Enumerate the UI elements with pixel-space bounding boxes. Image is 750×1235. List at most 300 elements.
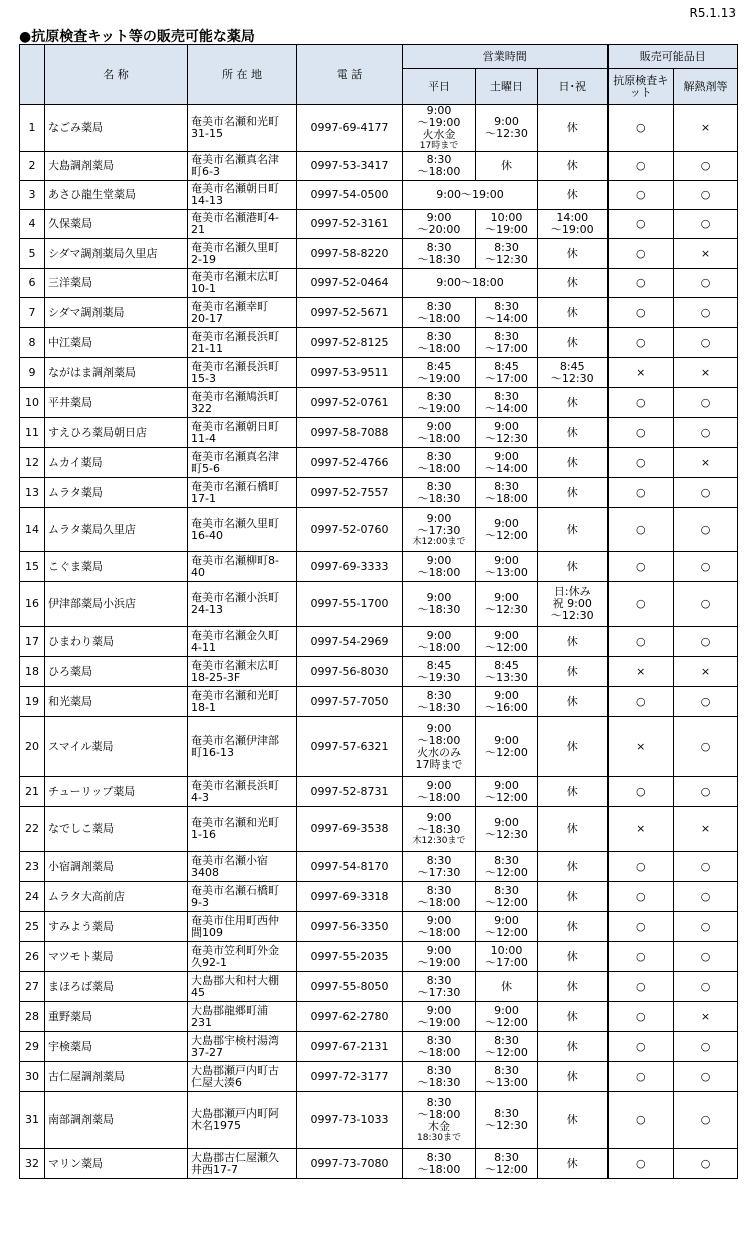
pharmacy-phone: 0997-54-8170 — [297, 852, 403, 882]
cell-line: 休 — [566, 559, 578, 573]
antipyretic-availability: ○ — [674, 508, 738, 552]
pharmacy-name: チューリップ薬局 — [45, 777, 188, 807]
antipyretic-availability: ○ — [674, 1149, 738, 1179]
cell-line: 大島郡古仁屋瀬久 — [191, 1150, 279, 1164]
antigen-kit-availability: ○ — [608, 687, 674, 717]
cell-line: 4-3 — [191, 790, 209, 804]
pharmacy-name: スマイル薬局 — [45, 717, 188, 777]
cell-line: 8:45 — [426, 658, 452, 672]
hours-weekday — [403, 852, 476, 882]
cell-line: 8:45 — [494, 658, 519, 672]
hours-sunday — [538, 912, 608, 942]
cell-line: 9:00 — [426, 628, 452, 642]
pharmacy-address — [188, 358, 297, 388]
antipyretic-availability: ○ — [674, 181, 738, 210]
cell-line: 休 — [566, 979, 578, 993]
page-title: ●抗原検査キット等の販売可能な薬局 — [19, 29, 255, 45]
table-row — [20, 852, 738, 882]
cell-line: ～18:00 — [417, 165, 461, 178]
pharmacy-name: まほろば薬局 — [45, 972, 188, 1002]
cell-line: ～16:00 — [485, 700, 528, 714]
cell-line: 8:30 — [426, 240, 452, 254]
table-row — [20, 508, 738, 552]
pharmacy-phone: 0997-52-8731 — [297, 777, 403, 807]
antipyretic-availability: ○ — [674, 552, 738, 582]
header-items: 販売可能品目 — [608, 45, 738, 69]
cell-line: 奄美市名瀬真名津 — [191, 153, 279, 166]
pharmacy-address — [188, 552, 297, 582]
pharmacy-address — [188, 777, 297, 807]
pharmacy-address — [188, 239, 297, 269]
hours-sunday — [538, 152, 608, 181]
table-body — [20, 105, 738, 1179]
antipyretic-availability: ○ — [674, 687, 738, 717]
pharmacy-name: あさひ龍生堂薬局 — [45, 181, 188, 210]
pharmacy-address — [188, 298, 297, 328]
antipyretic-availability: ○ — [674, 388, 738, 418]
cell-line: 休 — [566, 1069, 578, 1083]
pharmacy-name: 宇検薬局 — [45, 1032, 188, 1062]
antipyretic-availability: ○ — [674, 882, 738, 912]
hours-weekday — [403, 1092, 476, 1149]
pharmacy-address — [188, 508, 297, 552]
antigen-kit-availability: ○ — [608, 181, 674, 210]
table-row — [20, 239, 738, 269]
cell-line: 15-3 — [191, 371, 216, 385]
hours-saturday — [476, 942, 538, 972]
cell-line: ～18:00 — [417, 790, 461, 804]
cell-line: 休 — [566, 739, 578, 753]
cell-line: ～17:30 — [417, 523, 461, 537]
hours-note: 木12:00まで — [412, 536, 466, 547]
hours-sunday — [538, 657, 608, 687]
cell-line: 24-13 — [191, 603, 223, 616]
antigen-kit-availability: × — [608, 807, 674, 852]
antigen-kit-availability: ○ — [608, 298, 674, 328]
cell-line: ～12:00 — [485, 528, 528, 542]
hours-weekday — [403, 418, 476, 448]
pharmacy-name: ムカイ薬局 — [45, 448, 188, 478]
hours-sunday — [538, 1062, 608, 1092]
cell-line: ～18:00 — [417, 1045, 461, 1059]
hours-weekday — [403, 1002, 476, 1032]
table-row — [20, 972, 738, 1002]
hours-saturday — [476, 687, 538, 717]
pharmacy-address — [188, 627, 297, 657]
hours-sunday — [538, 478, 608, 508]
antipyretic-availability: ○ — [674, 582, 738, 627]
cell-line: 21-11 — [191, 341, 223, 355]
table-row — [20, 388, 738, 418]
cell-line: 祝 9:00 — [552, 597, 592, 610]
pharmacy-name: ながはま調剤薬局 — [45, 358, 188, 388]
cell-line: 9:00 — [426, 943, 452, 957]
row-number: 15 — [20, 552, 45, 582]
cell-line: 奄美市名瀬伊津部 — [191, 733, 279, 747]
antipyretic-availability: ○ — [674, 1092, 738, 1149]
cell-line: 9:00 — [426, 778, 452, 792]
antipyretic-availability: × — [674, 807, 738, 852]
cell-line: 大島郡龍郷町浦 — [191, 1003, 268, 1017]
pharmacy-address — [188, 269, 297, 298]
pharmacy-address — [188, 942, 297, 972]
antipyretic-availability: ○ — [674, 942, 738, 972]
cell-line: 8:30 — [426, 1150, 452, 1164]
pharmacy-table — [19, 44, 738, 1179]
cell-line: 9:00 — [494, 419, 519, 433]
antigen-kit-availability: ○ — [608, 1002, 674, 1032]
cell-line: 奄美市住用町西仲 — [191, 913, 279, 927]
hours-weekday — [403, 210, 476, 239]
antipyretic-availability: × — [674, 448, 738, 478]
antigen-kit-availability: × — [608, 717, 674, 777]
antigen-kit-availability: ○ — [608, 852, 674, 882]
cell-line: 8:30 — [426, 1063, 452, 1077]
hours-weekday — [403, 807, 476, 852]
cell-line: 休 — [566, 159, 578, 172]
cell-line: ～12:30 — [550, 371, 594, 385]
pharmacy-phone: 0997-55-8050 — [297, 972, 403, 1002]
antigen-kit-availability: ○ — [608, 972, 674, 1002]
hours-sunday — [538, 418, 608, 448]
pharmacy-phone: 0997-73-1033 — [297, 1092, 403, 1149]
cell-line: ～18:00 — [485, 491, 528, 505]
antipyretic-availability: ○ — [674, 269, 738, 298]
antipyretic-availability: ○ — [674, 152, 738, 181]
pharmacy-phone: 0997-54-2969 — [297, 627, 403, 657]
cell-line: ～18:00 — [417, 311, 461, 325]
antipyretic-availability: ○ — [674, 1062, 738, 1092]
cell-line: 久92-1 — [191, 955, 227, 969]
cell-line: 9:00 — [426, 419, 452, 433]
hours-weekday-saturday: 9:00～18:00 — [403, 269, 538, 298]
table-row — [20, 582, 738, 627]
pharmacy-address — [188, 448, 297, 478]
cell-line: 4-11 — [191, 640, 216, 654]
hours-weekday — [403, 627, 476, 657]
row-number: 21 — [20, 777, 45, 807]
table-row — [20, 1149, 738, 1179]
pharmacy-name: 平井薬局 — [45, 388, 188, 418]
cell-line: 休 — [566, 276, 578, 289]
cell-line: ～18:00 — [417, 895, 461, 909]
cell-line: 16-40 — [191, 528, 223, 542]
antigen-kit-availability: ○ — [608, 210, 674, 239]
cell-line: 9:00 — [494, 516, 519, 530]
hours-sunday — [538, 328, 608, 358]
table-row — [20, 1002, 738, 1032]
antigen-kit-availability: ○ — [608, 269, 674, 298]
cell-line: 17時まで — [415, 757, 463, 771]
hours-weekday — [403, 657, 476, 687]
cell-line: 奄美市名瀬和光町 — [191, 688, 279, 702]
header-address: 所 在 地 — [188, 45, 297, 105]
pharmacy-address — [188, 852, 297, 882]
cell-line: 奄美市名瀬朝日町 — [191, 182, 279, 195]
pharmacy-name: 南部調剤薬局 — [45, 1092, 188, 1149]
cell-line: 休 — [566, 425, 578, 439]
table-row — [20, 478, 738, 508]
row-number: 28 — [20, 1002, 45, 1032]
hours-note: 木12:30まで — [412, 836, 466, 846]
cell-line: 10:00 — [490, 211, 523, 224]
header-hours: 営業時間 — [403, 45, 608, 69]
row-number: 31 — [20, 1092, 45, 1149]
cell-line: 休 — [501, 159, 512, 172]
cell-line: ～20:00 — [417, 223, 461, 236]
pharmacy-address — [188, 1062, 297, 1092]
cell-line: 休 — [566, 1113, 578, 1126]
table-row — [20, 882, 738, 912]
cell-line: ～17:00 — [485, 955, 528, 969]
row-number: 16 — [20, 582, 45, 627]
pharmacy-phone: 0997-52-7557 — [297, 478, 403, 508]
hours-sunday — [538, 807, 608, 852]
cell-line: 14-13 — [191, 194, 223, 207]
antipyretic-availability: ○ — [674, 478, 738, 508]
antigen-kit-availability: ○ — [608, 105, 674, 152]
hours-saturday — [476, 388, 538, 418]
cell-line: 14:00 — [556, 211, 589, 224]
cell-line: 休 — [566, 1039, 578, 1053]
cell-line: 8:30 — [494, 240, 519, 254]
cell-line: 8:30 — [494, 389, 519, 403]
cell-line: 休 — [566, 188, 578, 201]
cell-line: 17-1 — [191, 491, 216, 505]
cell-line: 大島郡宇検村湯湾 — [191, 1033, 279, 1047]
table-row — [20, 807, 738, 852]
cell-line: 大島郡瀬戸内町阿 — [191, 1107, 279, 1120]
cell-line: ～17:00 — [485, 371, 528, 385]
cell-line: 31-15 — [191, 127, 223, 140]
cell-line: 奄美市名瀬久里町 — [191, 516, 279, 530]
header-no — [20, 45, 45, 105]
row-number: 29 — [20, 1032, 45, 1062]
row-number: 13 — [20, 478, 45, 508]
hours-saturday — [476, 807, 538, 852]
cell-line: ～12:30 — [550, 609, 594, 622]
row-number: 23 — [20, 852, 45, 882]
cell-line: 休 — [566, 949, 578, 963]
cell-line: 9:00 — [494, 449, 519, 463]
cell-line: 8:30 — [426, 153, 452, 166]
hours-weekday — [403, 508, 476, 552]
cell-line: 休 — [501, 979, 512, 993]
antigen-kit-availability: ○ — [608, 328, 674, 358]
antigen-kit-availability: ○ — [608, 448, 674, 478]
cell-line: ～18:00 — [417, 431, 461, 445]
row-number: 2 — [20, 152, 45, 181]
pharmacy-name: 小宿調剤薬局 — [45, 852, 188, 882]
table-row — [20, 298, 738, 328]
pharmacy-name: シダマ調剤薬局 — [45, 298, 188, 328]
pharmacy-name: ひまわり薬局 — [45, 627, 188, 657]
row-number: 3 — [20, 181, 45, 210]
cell-line: 奄美市名瀬小浜町 — [191, 591, 279, 604]
pharmacy-phone: 0997-55-1700 — [297, 582, 403, 627]
pharmacy-address — [188, 181, 297, 210]
antigen-kit-availability: × — [608, 358, 674, 388]
row-number: 7 — [20, 298, 45, 328]
pharmacy-name: 伊津部薬局小浜店 — [45, 582, 188, 627]
hours-sunday — [538, 852, 608, 882]
hours-sunday — [538, 210, 608, 239]
hours-saturday — [476, 1149, 538, 1179]
table-row — [20, 448, 738, 478]
table-row — [20, 552, 738, 582]
antigen-kit-availability: ○ — [608, 478, 674, 508]
hours-saturday — [476, 210, 538, 239]
row-number: 26 — [20, 942, 45, 972]
table-row — [20, 181, 738, 210]
hours-saturday — [476, 852, 538, 882]
cell-line: 井西17-7 — [191, 1162, 238, 1176]
row-number: 18 — [20, 657, 45, 687]
cell-line: 8:30 — [426, 1096, 452, 1109]
cell-line: ～18:00 — [417, 341, 461, 355]
row-number: 1 — [20, 105, 45, 152]
pharmacy-address — [188, 657, 297, 687]
hours-saturday — [476, 358, 538, 388]
pharmacy-phone: 0997-62-2780 — [297, 1002, 403, 1032]
hours-saturday — [476, 657, 538, 687]
pharmacy-phone: 0997-52-4766 — [297, 448, 403, 478]
hours-weekday — [403, 478, 476, 508]
cell-line: 奄美市名瀬長浜町 — [191, 778, 279, 792]
cell-line: 231 — [191, 1015, 212, 1029]
cell-line: 仁屋大湊6 — [191, 1075, 242, 1089]
hours-weekday — [403, 912, 476, 942]
pharmacy-name: ムラタ薬局久里店 — [45, 508, 188, 552]
hours-weekday — [403, 152, 476, 181]
pharmacy-phone: 0997-53-9511 — [297, 358, 403, 388]
cell-line: ～12:30 — [485, 127, 528, 140]
row-number: 6 — [20, 269, 45, 298]
cell-line: ～18:00 — [417, 640, 461, 654]
cell-line: 9:00 — [426, 104, 452, 117]
hours-saturday — [476, 627, 538, 657]
cell-line: ～12:00 — [485, 640, 528, 654]
pharmacy-phone: 0997-52-0760 — [297, 508, 403, 552]
antigen-kit-availability: ○ — [608, 912, 674, 942]
cell-line: ～19:00 — [417, 371, 461, 385]
cell-line: ～17:00 — [485, 341, 528, 355]
pharmacy-name: 重野薬局 — [45, 1002, 188, 1032]
cell-line: 休 — [566, 121, 578, 134]
row-number: 5 — [20, 239, 45, 269]
cell-line: 8:30 — [494, 329, 519, 343]
cell-line: 休 — [566, 784, 578, 798]
hours-weekday — [403, 972, 476, 1002]
table-row — [20, 269, 738, 298]
pharmacy-address — [188, 478, 297, 508]
cell-line: 休 — [566, 485, 578, 499]
table-row — [20, 210, 738, 239]
hours-weekday — [403, 582, 476, 627]
cell-line: 奄美市名瀬石橋町 — [191, 479, 279, 493]
pharmacy-address — [188, 717, 297, 777]
revision-date: R5.1.13 — [689, 6, 736, 20]
cell-line: ～18:30 — [417, 491, 461, 505]
pharmacy-address — [188, 1149, 297, 1179]
row-number: 8 — [20, 328, 45, 358]
cell-line: ～19:30 — [417, 670, 461, 684]
hours-sunday — [538, 1032, 608, 1062]
cell-line: ～18:00 — [417, 565, 461, 579]
cell-line: 休 — [566, 859, 578, 873]
row-number: 9 — [20, 358, 45, 388]
antipyretic-availability: × — [674, 239, 738, 269]
hours-weekday-saturday: 9:00～19:00 — [403, 181, 538, 210]
cell-line: ～13:00 — [485, 565, 528, 579]
pharmacy-name: すみよう薬局 — [45, 912, 188, 942]
pharmacy-name: 三洋薬局 — [45, 269, 188, 298]
cell-line: 休 — [566, 246, 578, 260]
header-saturday: 土曜日 — [476, 69, 538, 105]
cell-line: 間109 — [191, 925, 223, 939]
cell-line: 休 — [566, 822, 578, 835]
cell-line: 9:00 — [426, 211, 452, 224]
cell-line: 8:30 — [426, 479, 452, 493]
hours-saturday — [476, 717, 538, 777]
cell-line: ～12:30 — [485, 828, 528, 841]
antipyretic-availability: ○ — [674, 298, 738, 328]
cell-line: 奄美市名瀬小宿 — [191, 853, 268, 867]
cell-line: ～19:00 — [417, 116, 461, 129]
cell-line: 8:30 — [494, 1107, 519, 1120]
row-number: 19 — [20, 687, 45, 717]
hours-saturday — [476, 972, 538, 1002]
pharmacy-phone: 0997-53-3417 — [297, 152, 403, 181]
cell-line: 奄美市名瀬朝日町 — [191, 419, 279, 433]
cell-line: ～19:00 — [550, 223, 594, 236]
hours-weekday — [403, 687, 476, 717]
cell-line: 大島郡瀬戸内町古 — [191, 1063, 279, 1077]
hours-sunday — [538, 1002, 608, 1032]
table-row — [20, 418, 738, 448]
cell-line: 9:00 — [494, 553, 519, 567]
hours-sunday — [538, 239, 608, 269]
cell-line: 木名1975 — [191, 1119, 241, 1132]
cell-line: 休 — [566, 522, 578, 536]
hours-sunday — [538, 358, 608, 388]
pharmacy-address — [188, 972, 297, 1002]
cell-line: 21 — [191, 223, 205, 236]
pharmacy-phone: 0997-72-3177 — [297, 1062, 403, 1092]
cell-line: ～19:00 — [485, 223, 528, 236]
cell-line: 3408 — [191, 865, 219, 879]
cell-line: ～19:00 — [417, 955, 461, 969]
antipyretic-availability: ○ — [674, 717, 738, 777]
cell-line: 8:30 — [494, 479, 519, 493]
header-antigen: 抗原検査キット — [608, 69, 674, 105]
antigen-kit-availability: ○ — [608, 152, 674, 181]
cell-line: 9:00 — [426, 913, 452, 927]
hours-saturday — [476, 448, 538, 478]
pharmacy-phone: 0997-54-0500 — [297, 181, 403, 210]
cell-line: 8:30 — [426, 883, 452, 897]
pharmacy-name: こぐま薬局 — [45, 552, 188, 582]
cell-line: 10:00 — [490, 943, 523, 957]
cell-line: 日:休み — [553, 585, 591, 598]
antipyretic-availability: × — [674, 657, 738, 687]
hours-sunday — [538, 298, 608, 328]
cell-line: 火水金 — [422, 128, 456, 141]
cell-line: 奄美市名瀬長浜町 — [191, 329, 279, 343]
pharmacy-address — [188, 152, 297, 181]
table-row — [20, 328, 738, 358]
antipyretic-availability: × — [674, 358, 738, 388]
